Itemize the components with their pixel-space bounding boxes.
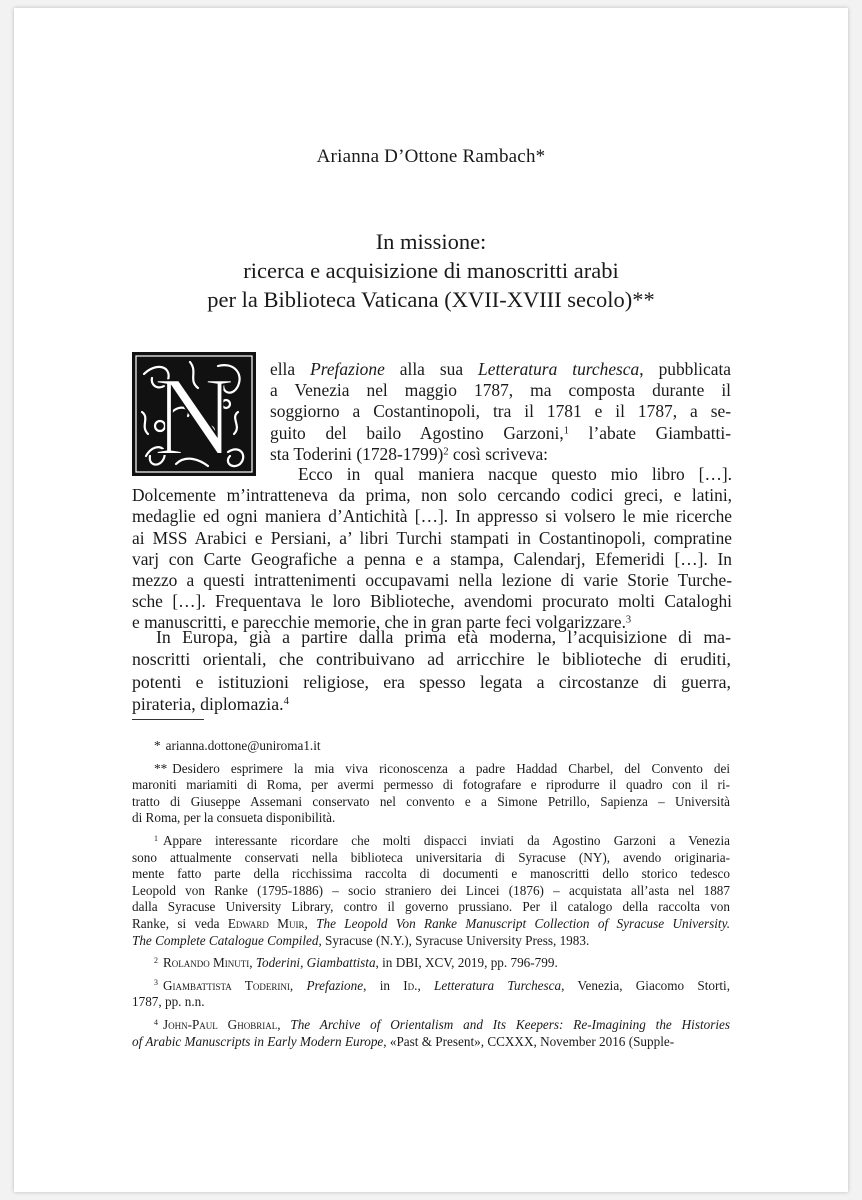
footnote-3: $^3$ Giambattista Toderini, Prefazione, in Id., Letteratura Turchesca, Venezia, Giacomo Storti, 1787, pp. n.n.: [132, 977, 731, 1010]
intro-line: soggiorno a Costantinopoli, tra il 1781 e il 1787, a se-: [270, 401, 731, 422]
quote-line: mezzo a questi intrattenimenti occupavami nella lezione di varie Storie Turche-: [132, 570, 732, 591]
quote-line: Ecco in qual maniera nacque questo mio libro […].: [298, 464, 732, 484]
quote-line: Dolcemente m’intratteneva da prima, non solo cercando codici greci, e latini,: [132, 485, 732, 506]
author-email: arianna.dottone@uniroma1.it: [165, 738, 321, 753]
footnote-1: $^1$ Appare interessante ricordare che molti dispacci inviati da Agostino Garzoni a Venezia sono attualmente conservati nella biblioteca universitaria di Syracuse (NY), avendo originaria- mente fatto parte della ricchissima raccolta di documenti e manoscritti dello storico tedesco Leopold von Ranke (1795-1886) – socio straniero dei Lincei (1876) – acquistata all’asta nel 1887 dalla Syracuse University Library, contro il governo prussiano. Per il catalogo della raccolta von Ranke, si veda Edward Muir, The Leopold Von Ranke Manuscript Collection of Syracuse University. The Complete Catalogue Compiled, Syracuse (N.Y.), Syracuse University Press, 1983.: [132, 832, 730, 948]
footnote-mark: **: [154, 760, 168, 776]
footnote-ref: 2: [443, 446, 449, 458]
author-line: [0, 146, 862, 168]
quote-line: varj con Carte Geografiche a penna e a stampa, Calendarj, Efemeridi […]. In: [132, 548, 732, 569]
body-line: pirateria, diplomazia.$^4$: [132, 694, 289, 715]
work-title: Prefazione: [310, 359, 385, 379]
body-paragraph: [132, 626, 731, 716]
footnote-mark: 3: [154, 978, 158, 988]
footnote-mark: 1: [154, 833, 158, 843]
intro-line: sta Toderini (1728-1799)$^2$ così scriveva:: [270, 443, 549, 464]
title-line-2: ricerca e acquisizione di manoscritti arabi: [243, 258, 619, 283]
footnote-4: $^4$ John-Paul Ghobrial, The Archive of Orientalism and Its Keepers: Re-Imagining the Histories of Arabic Manuscripts in Early Modern Europe, «Past & Present», CCXXX, November 2016 (Supple-: [132, 1016, 731, 1049]
footnotes: [132, 738, 730, 1056]
intro-line: a Venezia nel maggio 1787, ma composta durante il: [270, 380, 731, 401]
body-line: In Europa, già a partire dalla prima età moderna, l’acquisizione di ma-: [156, 627, 731, 647]
work-title: Letteratura turchesca: [478, 359, 640, 379]
quote-line: e manuscritti, e parecchie memorie, che in gran parte feci volgarizzare.$^3$: [132, 612, 632, 633]
footnote-ref: 3: [625, 614, 632, 626]
footnote-2: $^2$ Rolando Minuti, Toderini, Giambattista, in DBI, XCV, 2019, pp. 796-799.: [154, 955, 558, 971]
title-line-3: [0, 285, 862, 314]
quote-line: ai MSS Arabici e Persiani, a’ libri Turchi stampati in Costantinopoli, compratine: [132, 527, 732, 548]
footnote-ref: 4: [283, 695, 289, 708]
title-footnote-mark: **: [632, 287, 655, 312]
quote-line: medaglie ed ogni maniera d’Antichità […]. In appresso si volsero le mie ricerche: [132, 506, 732, 527]
svg-text:N: N: [153, 355, 235, 476]
footnote-ref: 1: [563, 424, 569, 436]
body-line: potenti e istituzioni religiose, era spesso legata a circostanze di guerra,: [132, 671, 731, 692]
intro-line: guito del bailo Agostino Garzoni,$^1$ l’abate Giambatti-: [270, 422, 731, 443]
footnote-mark: 2: [154, 955, 158, 965]
block-quote: [132, 464, 732, 634]
intro-line: ella Prefazione alla sua Letteratura turchesca, pubblicata: [270, 359, 732, 379]
footnote-mark: *: [154, 738, 161, 753]
footnote-mark: 4: [154, 1017, 158, 1027]
intro-paragraph: [270, 359, 731, 465]
ornamental-letter-n-icon: [132, 352, 256, 476]
author-footnote-mark: *: [535, 146, 546, 167]
article-title: [0, 227, 862, 314]
quote-line: sche […]. Frequentava le loro Biblioteche, avendomi procurato molti Cataloghi: [132, 591, 732, 612]
footnote-author: [132, 738, 730, 755]
footnote-separator: [132, 719, 204, 720]
author-name: Arianna D’Ottone Rambach: [316, 146, 536, 167]
title-line-1: In missione:: [375, 229, 487, 254]
body-line: noscritti orientali, che contribuivano ad arricchire le biblioteche di eruditi,: [132, 649, 731, 670]
drop-cap-initial: [132, 352, 256, 476]
title-line-3-text: per la Biblioteca Vaticana (XVII-XVIII secolo): [207, 287, 633, 312]
footnote-acknowledgements: ** Desidero esprimere la mia viva riconoscenza a padre Haddad Charbel, del Convento dei maroniti mariamiti di Roma, per avermi permesso di fotografare e riprodurre il quadro con il ri- tratto di Giuseppe Assemani conservato nel convento e a Simone Petrillo, Sapienza – Università di Roma, per la consueta disponibilità.: [132, 760, 730, 826]
